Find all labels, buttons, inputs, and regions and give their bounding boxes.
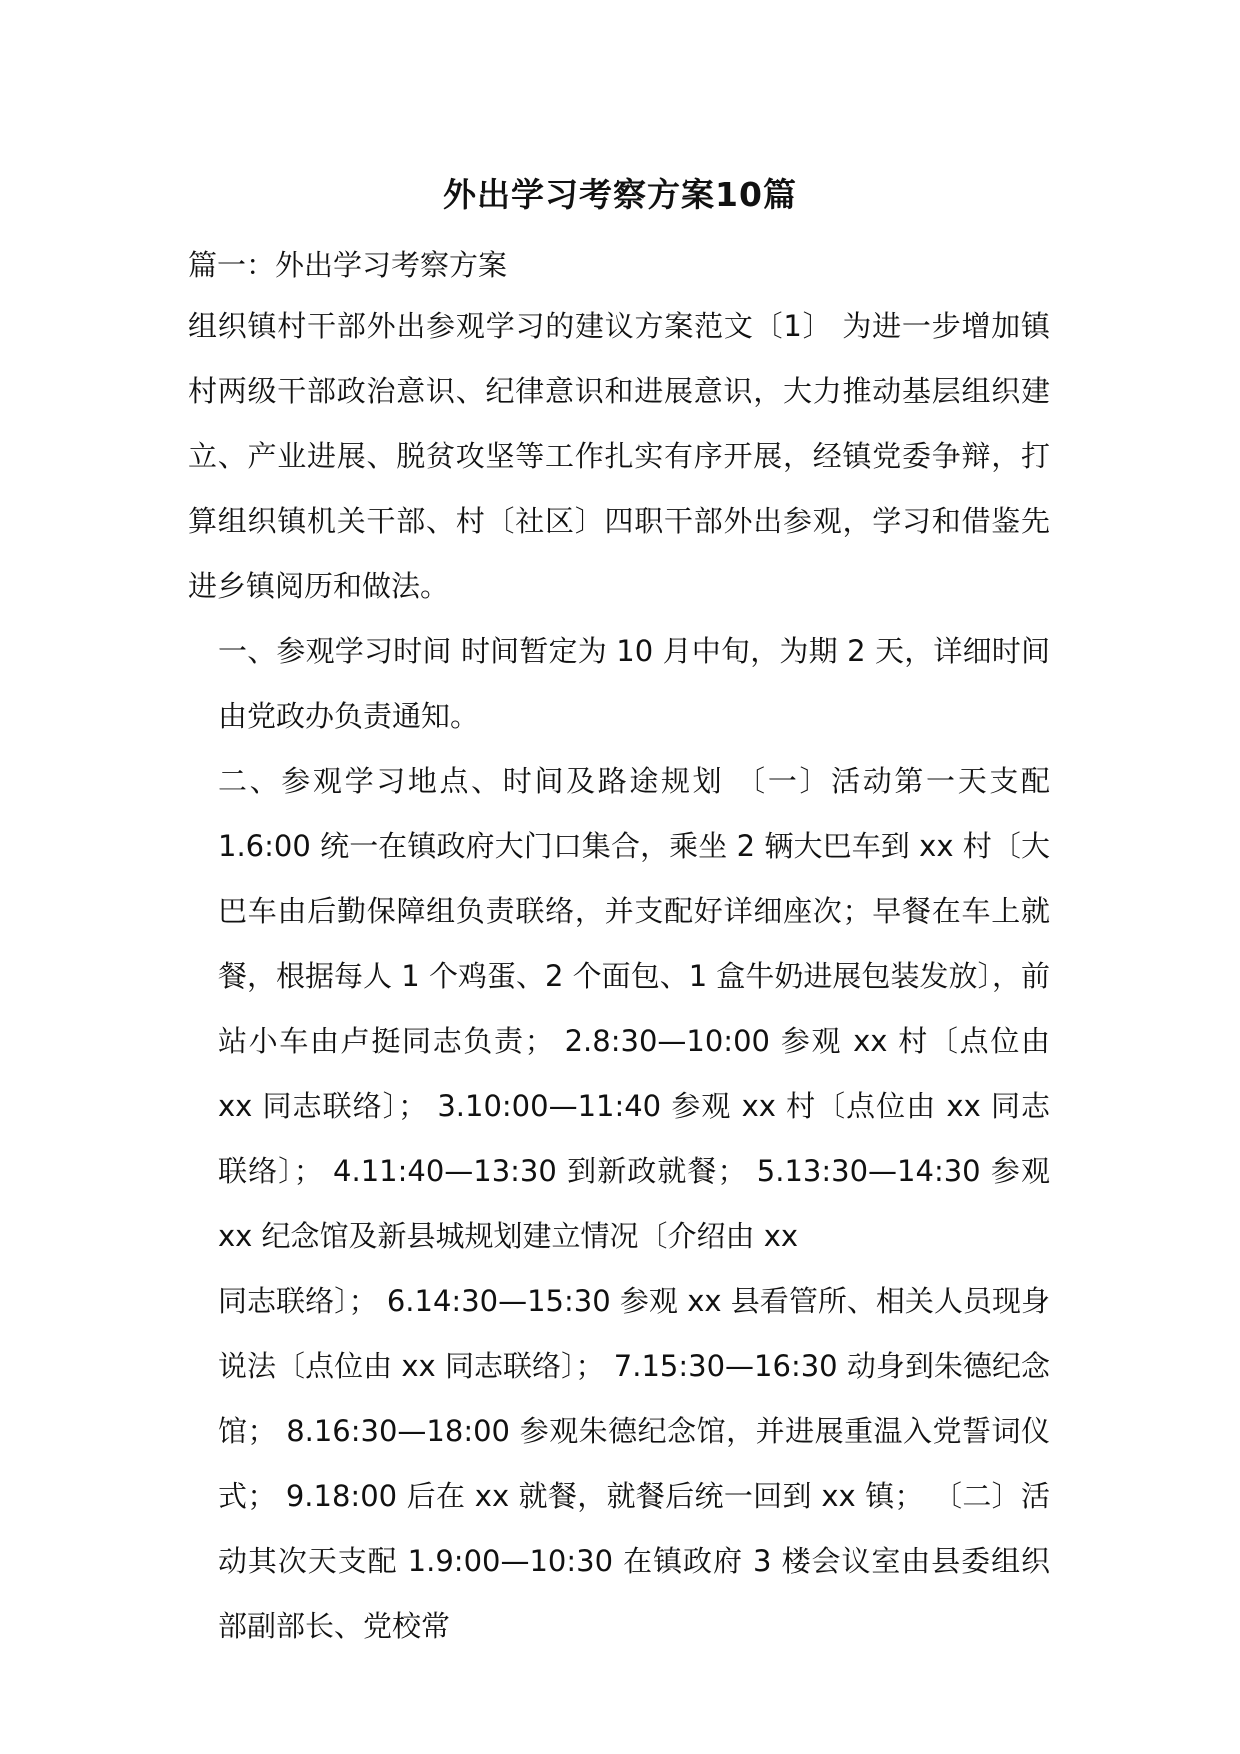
document-body	[188, 236, 1050, 1659]
document-title: 外出学习考察方案10篇	[443, 175, 797, 214]
intro-paragraph: 组织镇村干部外出参观学习的建议方案范文〔1〕 为进一步增加镇村两级干部政治意识、纪律意识和进展意识，大力推动基层组织建立、产业进展、脱贫攻坚等工作扎实有序开展，经镇党委争辩，打算组织镇机关干部、村〔社区〕四职干部外出参观，学习和借鉴先进乡镇阅历和做法。	[188, 309, 1050, 603]
schedule-paragraph: 二、参观学习地点、时间及路途规划 〔一〕活动第一天支配 1.6:00 统一在镇政府大门口集合，乘坐 2 辆大巴车到 xx 村〔大巴车由后勤保障组负责联络，并支配好详细座次；早餐在车上就餐，根据每人 1 个鸡蛋、2 个面包、1 盒牛奶进展包装发放〕，前站小车由卢挺同志负责； 2.8:30—10:00 参观 xx 村〔点位由 xx 同志联络〕； 3.10:00—11:40 参观 xx 村〔点位由 xx 同志联络〕； 4.11:40—13:30 到新政就餐； 5.13:30—14:30 参观 xx 纪念馆及新县城规划建立情况〔介绍由 xx	[218, 764, 1050, 1253]
time-paragraph: 一、参观学习时间 时间暂定为 10 月中旬，为期 2 天，详细时间由党政办负责通知。	[218, 634, 1050, 733]
schedule-continued-paragraph: 同志联络〕； 6.14:30—15:30 参观 xx 县看管所、相关人员现身说法〔点位由 xx 同志联络〕； 7.15:30—16:30 动身到朱德纪念馆； 8.16:30—18:00 参观朱德纪念馆，并进展重温入党誓词仪式； 9.18:00 后在 xx 就餐，就餐后统一回到 xx 镇； 〔二〕活动其次天支配 1.9:00—10:30 在镇政府 3 楼会议室由县委组织部副部长、党校常	[218, 1284, 1050, 1643]
section-heading: 篇一：外出学习考察方案	[188, 248, 508, 282]
